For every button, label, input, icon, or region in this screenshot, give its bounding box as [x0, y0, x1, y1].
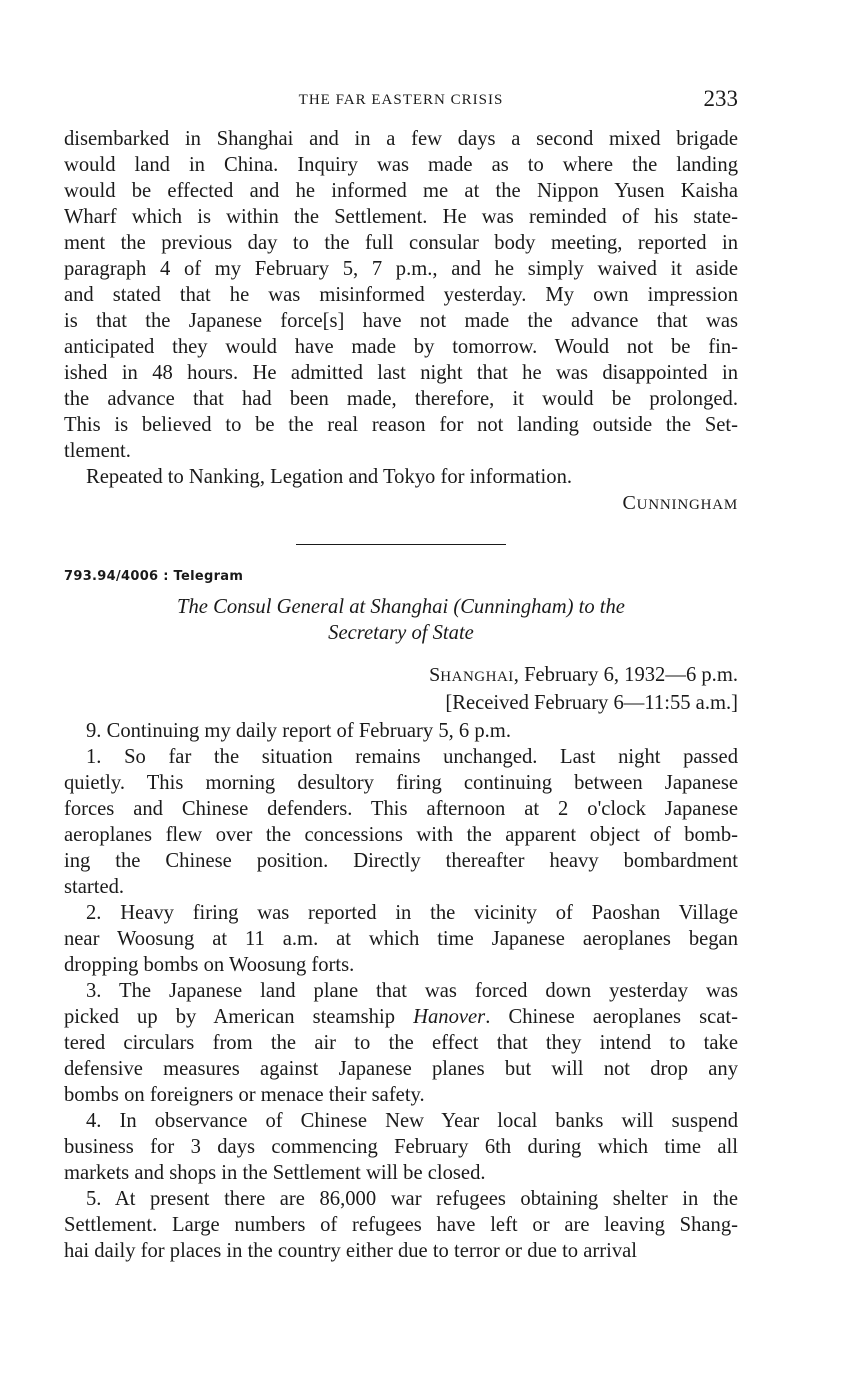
- repeated-line: Repeated to Nanking, Legation and Tokyo for information.: [86, 466, 573, 488]
- text-line: 4. In observance of Chinese New Year local banks will suspend: [86, 1110, 738, 1132]
- signature: [64, 490, 738, 518]
- text-line: 1. So far the situation remains unchanged. Last night passed: [86, 746, 738, 768]
- text-line: ing the Chinese position. Directly thereafter heavy bombardment: [64, 850, 738, 872]
- heading-line: Secretary of State: [328, 622, 474, 644]
- telegram-paragraph: [64, 1108, 738, 1186]
- text-line: tlement.: [64, 440, 131, 462]
- telegram-paragraph: [64, 978, 738, 1108]
- dateline-city-rest: HANGHAI: [440, 669, 514, 685]
- text-line: quietly. This morning desultory firing continuing between Japanese: [64, 772, 738, 794]
- text-line: and stated that he was misinformed yesterday. My own impression: [64, 284, 738, 306]
- section-divider: [296, 544, 506, 545]
- text-line: the advance that had been made, therefore, it would be prolonged.: [64, 388, 738, 410]
- text-line: is that the Japanese force[s] have not made the advance that was: [64, 310, 738, 332]
- continuation-paragraph: [64, 126, 738, 464]
- text-line: business for 3 days commencing February 6th during which time all: [64, 1136, 738, 1158]
- dateline: [64, 662, 738, 690]
- text-line: defensive measures against Japanese planes but will not drop any: [64, 1058, 738, 1080]
- text-line: Settlement. Large numbers of refugees have left or are leaving Shang-: [64, 1214, 738, 1236]
- text-line: Wharf which is within the Settlement. He was reminded of his state-: [64, 206, 738, 228]
- text-line: bombs on foreigners or menace their safety.: [64, 1084, 425, 1106]
- text-line: 9. Continuing my daily report of February 5, 6 p.m.: [86, 720, 511, 742]
- ship-name: Hanover: [413, 1006, 486, 1028]
- text-line: would land in China. Inquiry was made as to where the landing: [64, 154, 738, 176]
- running-head: [64, 86, 738, 120]
- telegram-paragraph: [64, 1186, 738, 1264]
- text-line: started.: [64, 876, 125, 898]
- page: [64, 86, 738, 1264]
- signature-initial: C: [622, 492, 637, 514]
- text-line: markets and shops in the Settlement will be closed.: [64, 1162, 486, 1184]
- text-line: hai daily for places in the country either due to terror or due to arrival: [64, 1240, 637, 1262]
- text-line: ished in 48 hours. He admitted last night that he was disappointed in: [64, 362, 738, 384]
- file-reference: 793.94/4006 : Telegram: [64, 569, 244, 584]
- text-line: anticipated they would have made by tomorrow. Would not be fin-: [64, 336, 738, 358]
- text-line: 2. Heavy firing was reported in the vicinity of Paoshan Village: [86, 902, 738, 924]
- telegram-paragraph: [64, 744, 738, 900]
- text-line: ment the previous day to the full consular body meeting, reported in: [64, 232, 738, 254]
- telegram-paragraph: [64, 900, 738, 978]
- text-line: paragraph 4 of my February 5, 7 p.m., and he simply waived it aside: [64, 258, 738, 280]
- dateline-city-initial: S: [429, 664, 441, 686]
- signature-rest: UNNINGHAM: [636, 497, 738, 513]
- running-title: THE FAR EASTERN CRISIS: [298, 92, 504, 108]
- text-line: This is believed to be the real reason for not landing outside the Set-: [64, 414, 738, 436]
- text-line: near Woosung at 11 a.m. at which time Japanese aeroplanes began: [64, 928, 738, 950]
- text-line: forces and Chinese defenders. This afternoon at 2 o'clock Japanese: [64, 798, 738, 820]
- text-line: would be effected and he informed me at the Nippon Yusen Kaisha: [64, 180, 738, 202]
- page-number: 233: [703, 86, 738, 111]
- telegram-body: [64, 718, 738, 1264]
- text-line: picked up by American steamship Hanover. Chinese aeroplanes scat-: [64, 1006, 738, 1028]
- heading-line: The Consul General at Shanghai (Cunningham) to the: [177, 596, 625, 618]
- text-line: 3. The Japanese land plane that was forced down yesterday was: [86, 980, 738, 1002]
- text-line: dropping bombs on Woosung forts.: [64, 954, 355, 976]
- telegram-paragraph: [64, 718, 738, 744]
- text-line: 5. At present there are 86,000 war refugees obtaining shelter in the: [86, 1188, 738, 1210]
- text-line: tered circulars from the air to the effect that they intend to take: [64, 1032, 738, 1054]
- telegram-heading: [64, 594, 738, 646]
- dateline-date: , February 6, 1932—6 p.m.: [513, 664, 738, 686]
- text-line: disembarked in Shanghai and in a few days a second mixed brigade: [64, 128, 738, 150]
- received-line: [Received February 6—11:55 a.m.]: [445, 692, 738, 714]
- text-line: aeroplanes flew over the concessions with the apparent object of bomb-: [64, 824, 738, 846]
